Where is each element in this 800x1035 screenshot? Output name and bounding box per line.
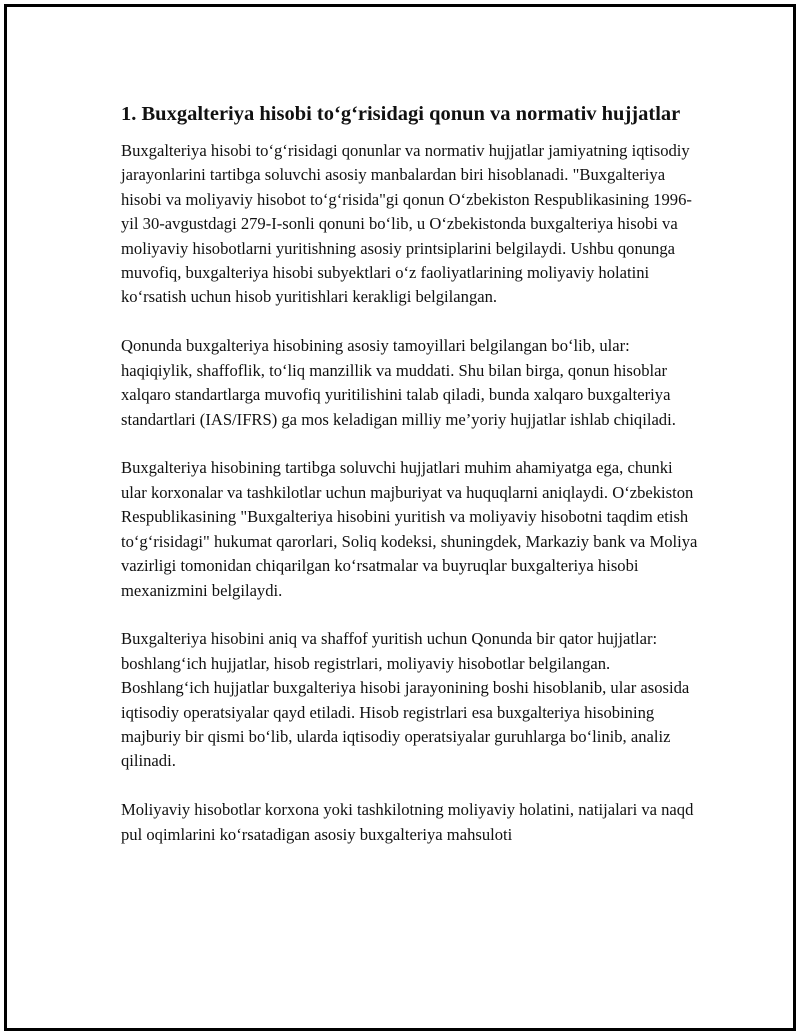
document-body <box>121 101 701 872</box>
document-page <box>4 4 796 1031</box>
paragraph-5: Moliyaviy hisobotlar korxona yoki tashkilotning moliyaviy holatini, natijalari va naqd pul oqimlarini ko‘rsatadigan asosiy buxgalteriya mahsuloti <box>121 800 694 844</box>
paragraph-1: Buxgalteriya hisobi to‘g‘risidagi qonunlar va normativ hujjatlar jamiyatning iqtisodiy jarayonlarini tartibga soluvchi asosiy manbalardan biri hisoblanadi. "Buxgalteriya hisobi va moliyaviy hisobot to‘g‘risida"gi qonun O‘zbekiston Respublikasining 1996-yil 30-avgustdagi 279-I-sonli qonuni bo‘lib, u O‘zbekistonda buxgalteriya hisobi va moliyaviy hisobotlarni yuritishning asosiy printsiplarini belgilaydi. Ushbu qonunga muvofiq, buxgalteriya hisobi subyektlari o‘z faoliyatlarining moliyaviy holatini ko‘rsatish uchun hisob yuritishlari kerakligi belgilangan. <box>121 141 692 307</box>
paragraph-4: Buxgalteriya hisobini aniq va shaffof yuritish uchun Qonunda bir qator hujjatlar: boshlang‘ich hujjatlar, hisob registrlari, moliyaviy hisobotlar belgilangan. Boshlang‘ich hujjatlar buxgalteriya hisobi jarayonining boshi hisoblanib, ular asosida iqtisodiy operatsiyalar qayd etiladi. Hisob registrlari esa buxgalteriya hisobining majburiy bir qismi bo‘lib, ularda iqtisodiy operatsiyalar guruhlarga bo‘linib, analiz qilinadi. <box>121 629 690 771</box>
section-heading: 1. Buxgalteriya hisobi to‘g‘risidagi qonun va normativ hujjatlar <box>121 103 681 125</box>
paragraph-3: Buxgalteriya hisobining tartibga soluvchi hujjatlari muhim ahamiyatga ega, chunki ular korxonalar va tashkilotlar uchun majburiyat va huquqlarni aniqlaydi. O‘zbekiston Respublikasining "Buxgalteriya hisobini yuritish va moliyaviy hisobotni taqdim etish to‘g‘risidagi" hukumat qarorlari, Soliq kodeksi, shuningdek, Markaziy bank va Moliya vazirligi tomonidan chiqarilgan ko‘rsatmalar va buyruqlar buxgalteriya hisobi mexanizmini belgilaydi. <box>121 458 698 600</box>
paragraph-2: Qonunda buxgalteriya hisobining asosiy tamoyillari belgilangan bo‘lib, ular: haqiqiylik, shaffoflik, to‘liq manzillik va muddati. Shu bilan birga, qonun hisoblar xalqaro standartlarga muvofiq yuritilishini talab qiladi, bunda xalqaro buxgalteriya standartlari (IAS/IFRS) ga mos keladigan milliy me’yoriy hujjatlar ishlab chiqiladi. <box>121 336 676 429</box>
